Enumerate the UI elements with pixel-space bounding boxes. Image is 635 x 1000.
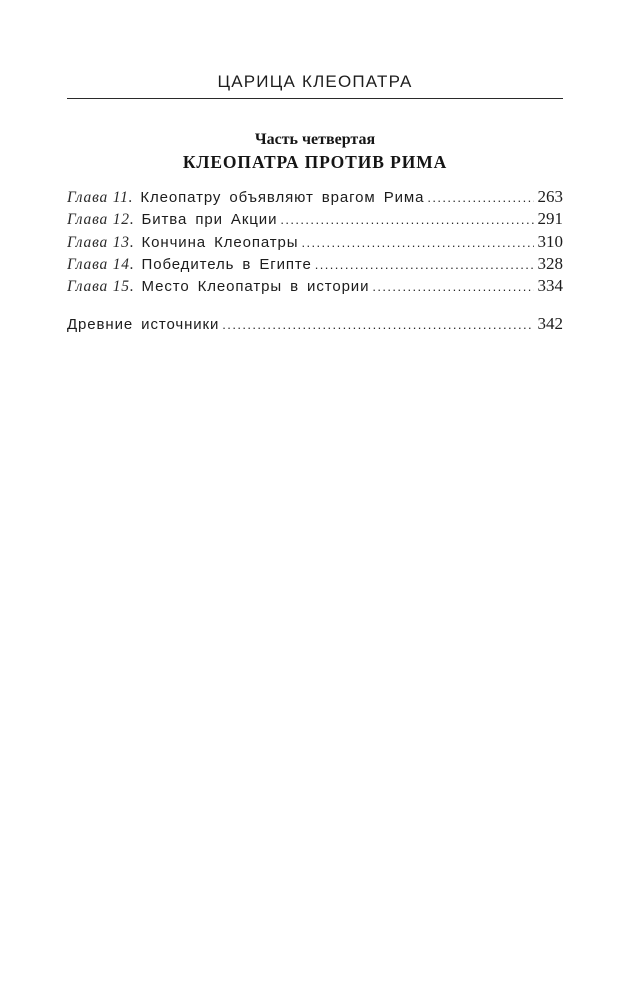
running-head: ЦАРИЦА КЛЕОПАТРА bbox=[217, 72, 413, 91]
chapter-title: Кончина Клеопатры bbox=[141, 233, 299, 251]
toc-entry-ancient-sources[interactable] bbox=[67, 313, 563, 335]
chapter-title: Клеопатру объявляют врагом Рима bbox=[140, 189, 425, 206]
dot-leader bbox=[372, 276, 533, 297]
part-title: КЛЕОПАТРА ПРОТИВ РИМА bbox=[182, 152, 448, 172]
page-number: 263 bbox=[537, 187, 563, 206]
toc-entry-chapter-15[interactable] bbox=[67, 275, 563, 297]
page-number: 310 bbox=[537, 231, 563, 251]
chapter-label: Глава 12. bbox=[67, 211, 135, 229]
dot-leader bbox=[301, 232, 533, 253]
chapter-title: Место Клеопатры в истории bbox=[141, 278, 370, 296]
toc-entry-chapter-13[interactable] bbox=[67, 231, 563, 253]
dot-leader bbox=[315, 254, 534, 275]
dot-leader bbox=[280, 209, 533, 230]
toc-entry-chapter-11[interactable] bbox=[67, 186, 563, 208]
chapter-label: Глава 14. bbox=[67, 255, 135, 273]
toc-entry-chapter-14[interactable] bbox=[67, 253, 563, 275]
part-label: Часть четвертая bbox=[254, 131, 376, 148]
chapter-title: Битва при Акции bbox=[141, 211, 278, 229]
chapter-label: Глава 11. bbox=[67, 189, 134, 206]
appendix-title: Древние источники bbox=[67, 316, 220, 333]
page-number: 334 bbox=[537, 276, 563, 296]
page-number: 342 bbox=[537, 314, 563, 333]
table-of-contents bbox=[67, 186, 563, 297]
page-number: 328 bbox=[537, 253, 563, 273]
chapter-label: Глава 15. bbox=[67, 278, 135, 296]
appendix-section bbox=[67, 313, 563, 335]
chapter-title: Победитель в Египте bbox=[141, 255, 312, 273]
toc-entry-chapter-12[interactable] bbox=[67, 208, 563, 230]
page-number: 291 bbox=[537, 209, 563, 229]
dot-leader bbox=[222, 314, 533, 335]
header-rule bbox=[67, 98, 563, 99]
chapter-label: Глава 13. bbox=[67, 233, 135, 251]
dot-leader bbox=[427, 187, 533, 208]
